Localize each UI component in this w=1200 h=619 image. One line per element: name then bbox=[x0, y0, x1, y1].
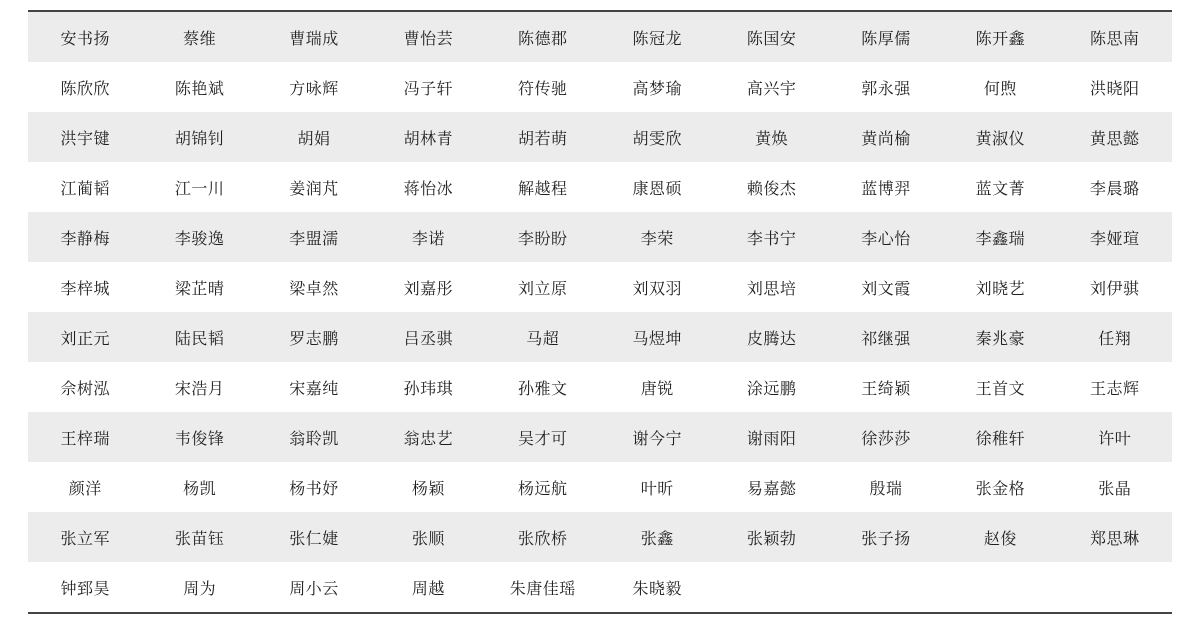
name-cell: 李晨璐 bbox=[1090, 180, 1140, 198]
name-cell: 梁卓然 bbox=[289, 280, 339, 298]
name-cell: 方咏辉 bbox=[289, 80, 339, 98]
name-cell: 李骏逸 bbox=[174, 230, 225, 248]
name-cell: 罗志鹏 bbox=[289, 330, 339, 348]
name-cell: 王绮颖 bbox=[861, 380, 911, 398]
name-cell: 周越 bbox=[411, 580, 445, 598]
name-cell: 胡雯欣 bbox=[632, 130, 682, 148]
name-cell: 宋浩月 bbox=[174, 380, 225, 398]
name-cell: 钟郅昊 bbox=[60, 580, 110, 598]
name-cell: 刘思培 bbox=[746, 280, 797, 298]
name-cell: 姜润芃 bbox=[289, 180, 339, 198]
name-cell: 谢雨阳 bbox=[746, 430, 797, 448]
name-cell: 解越程 bbox=[518, 180, 568, 198]
name-cell: 何煦 bbox=[983, 80, 1017, 98]
name-cell: 许叶 bbox=[1098, 430, 1132, 448]
name-cell: 朱唐佳瑶 bbox=[509, 580, 576, 598]
name-cell: 蔡维 bbox=[183, 30, 217, 48]
name-cell: 陈思南 bbox=[1090, 30, 1140, 48]
name-cell: 安书扬 bbox=[60, 30, 110, 48]
name-cell: 洪宇键 bbox=[60, 130, 110, 148]
name-cell: 张立军 bbox=[60, 530, 110, 548]
name-cell: 李书宁 bbox=[746, 230, 797, 248]
name-cell: 郑思琳 bbox=[1090, 530, 1140, 548]
name-cell: 周为 bbox=[183, 580, 217, 598]
name-cell: 张欣桥 bbox=[518, 530, 568, 548]
name-cell: 颜洋 bbox=[68, 480, 102, 498]
name-cell: 刘嘉彤 bbox=[403, 280, 454, 298]
name-cell: 李诺 bbox=[411, 230, 445, 248]
name-cell: 张颖勃 bbox=[746, 530, 797, 548]
name-cell: 张苗钰 bbox=[174, 530, 225, 548]
name-cell: 杨书妤 bbox=[289, 480, 339, 498]
name-cell: 吴才可 bbox=[518, 430, 568, 448]
name-cell: 黄淑仪 bbox=[975, 130, 1026, 148]
name-cell: 张子扬 bbox=[861, 530, 911, 548]
name-cell: 徐稚轩 bbox=[975, 430, 1026, 448]
name-cell: 赵俊 bbox=[983, 530, 1017, 548]
name-cell: 蓝文菁 bbox=[975, 180, 1026, 198]
table-row bbox=[28, 512, 1172, 562]
table-row bbox=[28, 312, 1172, 362]
name-cell: 陆民韬 bbox=[174, 330, 225, 348]
name-cell: 殷瑞 bbox=[869, 480, 903, 498]
name-cell: 刘文霞 bbox=[861, 280, 911, 298]
name-cell: 蓝博羿 bbox=[861, 180, 911, 198]
table-row bbox=[28, 362, 1172, 412]
name-cell: 洪晓阳 bbox=[1090, 80, 1140, 98]
table-row bbox=[28, 162, 1172, 212]
name-cell: 叶昕 bbox=[640, 480, 674, 498]
name-cell: 李梓城 bbox=[60, 280, 110, 298]
name-cell: 陈国安 bbox=[746, 30, 797, 48]
name-cell: 张仁婕 bbox=[289, 530, 339, 548]
name-cell: 任翔 bbox=[1098, 330, 1132, 348]
name-cell: 李鑫瑞 bbox=[975, 230, 1026, 248]
name-cell: 韦俊锋 bbox=[174, 430, 225, 448]
name-cell: 蒋怡冰 bbox=[403, 180, 454, 198]
name-cell: 陈厚儒 bbox=[861, 30, 911, 48]
name-cell: 江蔺韬 bbox=[60, 180, 110, 198]
name-cell: 符传驰 bbox=[518, 80, 568, 98]
name-cell: 冯子轩 bbox=[403, 80, 454, 98]
name-cell: 宋嘉纯 bbox=[289, 380, 339, 398]
name-cell: 翁忠艺 bbox=[403, 430, 454, 448]
name-cell: 王梓瑞 bbox=[60, 430, 110, 448]
name-cell: 梁芷晴 bbox=[174, 280, 225, 298]
name-cell: 陈德郡 bbox=[518, 30, 568, 48]
name-cell: 唐锐 bbox=[640, 380, 674, 398]
name-cell: 陈冠龙 bbox=[632, 30, 682, 48]
name-cell: 刘立原 bbox=[518, 280, 568, 298]
name-cell: 张鑫 bbox=[640, 530, 674, 548]
name-cell: 刘双羽 bbox=[632, 280, 682, 298]
name-cell: 黄思懿 bbox=[1090, 130, 1140, 148]
name-cell: 徐莎莎 bbox=[861, 430, 911, 448]
name-cell: 高梦瑜 bbox=[632, 80, 682, 98]
table-row bbox=[28, 212, 1172, 262]
table-row bbox=[28, 562, 1172, 612]
name-cell: 易嘉懿 bbox=[746, 480, 797, 498]
name-cell: 张金格 bbox=[975, 480, 1026, 498]
name-cell: 王首文 bbox=[975, 380, 1026, 398]
name-cell: 李心怡 bbox=[861, 230, 911, 248]
name-cell: 杨颖 bbox=[411, 480, 445, 498]
name-cell: 谢今宁 bbox=[632, 430, 682, 448]
name-cell: 陈艳斌 bbox=[174, 80, 225, 98]
name-cell: 孙雅文 bbox=[518, 380, 568, 398]
name-cell: 陈开鑫 bbox=[975, 30, 1026, 48]
name-cell: 赖俊杰 bbox=[746, 180, 797, 198]
name-cell: 皮腾达 bbox=[746, 330, 797, 348]
name-cell: 张晶 bbox=[1098, 480, 1132, 498]
name-cell: 朱晓毅 bbox=[632, 580, 682, 598]
table-row bbox=[28, 462, 1172, 512]
name-cell: 翁聆凯 bbox=[289, 430, 339, 448]
name-cell: 吕丞骐 bbox=[403, 330, 454, 348]
name-cell: 佘树泓 bbox=[60, 380, 110, 398]
table-row bbox=[28, 262, 1172, 312]
name-cell: 胡若萌 bbox=[518, 130, 568, 148]
name-cell: 陈欣欣 bbox=[60, 80, 110, 98]
name-cell: 刘正元 bbox=[60, 330, 110, 348]
name-cell: 王志辉 bbox=[1090, 380, 1140, 398]
name-cell: 杨远航 bbox=[518, 480, 568, 498]
name-cell: 胡锦钊 bbox=[174, 130, 225, 148]
name-cell: 祁继强 bbox=[861, 330, 911, 348]
name-cell: 郭永强 bbox=[861, 80, 911, 98]
name-cell: 胡娟 bbox=[297, 130, 331, 148]
name-cell: 马超 bbox=[526, 330, 560, 348]
name-cell: 刘晓艺 bbox=[975, 280, 1026, 298]
table-row bbox=[28, 62, 1172, 112]
name-cell: 李荣 bbox=[640, 230, 674, 248]
table-row bbox=[28, 412, 1172, 462]
name-cell: 黄尚榆 bbox=[861, 130, 911, 148]
name-cell: 曹瑞成 bbox=[289, 30, 339, 48]
name-cell: 杨凯 bbox=[183, 480, 217, 498]
name-cell: 李静梅 bbox=[60, 230, 110, 248]
name-cell: 李娅瑄 bbox=[1090, 230, 1140, 248]
name-cell: 李盼盼 bbox=[518, 230, 568, 248]
name-cell: 高兴宇 bbox=[746, 80, 797, 98]
name-cell: 周小云 bbox=[289, 580, 339, 598]
name-roster-table bbox=[28, 10, 1172, 614]
name-cell: 黄焕 bbox=[755, 130, 789, 148]
name-cell: 马煜坤 bbox=[632, 330, 682, 348]
name-cell: 胡林青 bbox=[403, 130, 454, 148]
name-cell: 涂远鹏 bbox=[746, 380, 797, 398]
name-cell: 曹怡芸 bbox=[403, 30, 454, 48]
table-row bbox=[28, 112, 1172, 162]
name-cell: 张顺 bbox=[411, 530, 445, 548]
table-row bbox=[28, 12, 1172, 62]
name-cell: 刘伊骐 bbox=[1090, 280, 1140, 298]
name-cell: 孙玮琪 bbox=[403, 380, 454, 398]
name-cell: 康恩硕 bbox=[632, 180, 682, 198]
name-cell: 江一川 bbox=[174, 180, 225, 198]
name-cell: 李盟濡 bbox=[289, 230, 339, 248]
name-cell: 秦兆豪 bbox=[975, 330, 1026, 348]
